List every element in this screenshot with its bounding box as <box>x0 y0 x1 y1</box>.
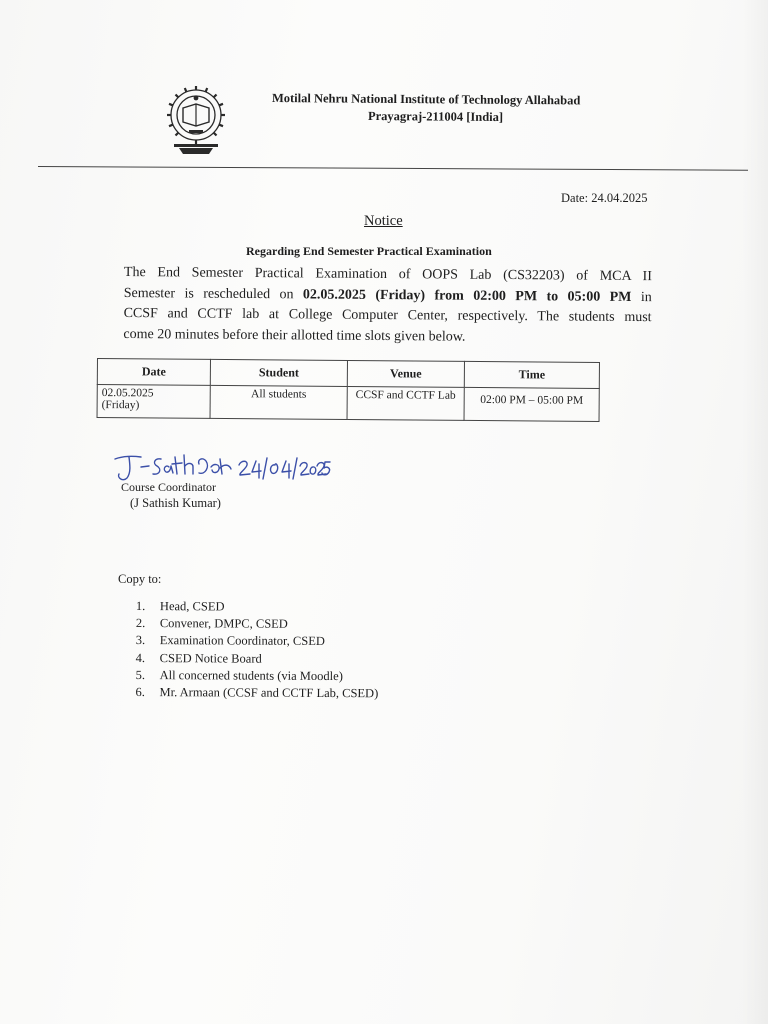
list-item-text: Mr. Armaan (CCSF and CCTF Lab, CSED) <box>159 685 379 701</box>
institute-name: Motilal Nehru National Institute of Technology Allahabad <box>271 91 581 108</box>
notice-title: Notice <box>364 213 403 229</box>
column-header-student: Student <box>210 359 347 386</box>
copy-to-label: Copy to: <box>118 572 162 586</box>
list-item <box>136 650 379 668</box>
list-item-number: 4. <box>135 650 146 665</box>
coordinator-role: Course Coordinator <box>121 480 216 494</box>
institute-emblem-icon <box>165 84 227 156</box>
coordinator-name: (J Sathish Kumar) <box>130 496 221 510</box>
body-line: CCSF and CCTF lab at College Computer Center, respectively. The students must <box>123 305 652 326</box>
notice-date: Date: 24.04.2025 <box>561 191 648 205</box>
list-item <box>136 598 379 616</box>
list-item-text: Convener, DMPC, CSED <box>159 616 288 631</box>
cell-date-value: 02.05.2025 <box>101 387 154 400</box>
institute-address: Prayagraj-211004 [India] <box>367 109 504 125</box>
list-item-number: 3. <box>135 633 146 648</box>
cell-time-value: 02:00 PM – 05:00 PM <box>480 394 584 407</box>
list-item <box>136 615 379 633</box>
list-item-text: CSED Notice Board <box>159 650 262 666</box>
cell-time <box>464 387 599 421</box>
body-text: Semester is rescheduled on <box>123 285 294 302</box>
list-item-text: All concerned students (via Moodle) <box>159 667 343 683</box>
table-header-row <box>97 359 599 389</box>
list-item <box>136 632 379 650</box>
list-item-text: Examination Coordinator, CSED <box>159 633 325 649</box>
notice-body <box>123 263 652 349</box>
copy-to-list <box>135 598 378 702</box>
body-line: come 20 minutes before their allotted time slots given below. <box>123 326 466 345</box>
body-line: The End Semester Practical Examination of OOPS Lab (CS32203) of MCA II <box>123 264 652 285</box>
list-item-number: 6. <box>135 685 145 700</box>
list-item-text: Head, CSED <box>159 599 225 614</box>
list-item-number: 5. <box>135 667 146 682</box>
column-header-date: Date <box>97 359 210 386</box>
exam-schedule-highlight: 02.05.2025 (Friday) from 02:00 PM to 05:00 PM <box>302 286 632 305</box>
cell-student: All students <box>210 385 347 419</box>
cell-day-value: (Friday) <box>101 399 140 412</box>
header-divider <box>38 166 748 171</box>
notice-subject: Regarding End Semester Practical Examination <box>246 244 492 258</box>
body-text: in <box>640 289 652 305</box>
list-item-number: 1. <box>135 599 146 614</box>
column-header-venue: Venue <box>347 360 464 387</box>
table-row <box>97 385 599 422</box>
list-item <box>135 684 378 702</box>
list-item <box>136 667 379 685</box>
cell-venue: CCSF and CCTF Lab <box>347 386 464 420</box>
list-item-number: 2. <box>135 616 146 631</box>
cell-date <box>97 385 210 419</box>
column-header-time: Time <box>464 361 599 388</box>
schedule-table <box>97 358 600 422</box>
